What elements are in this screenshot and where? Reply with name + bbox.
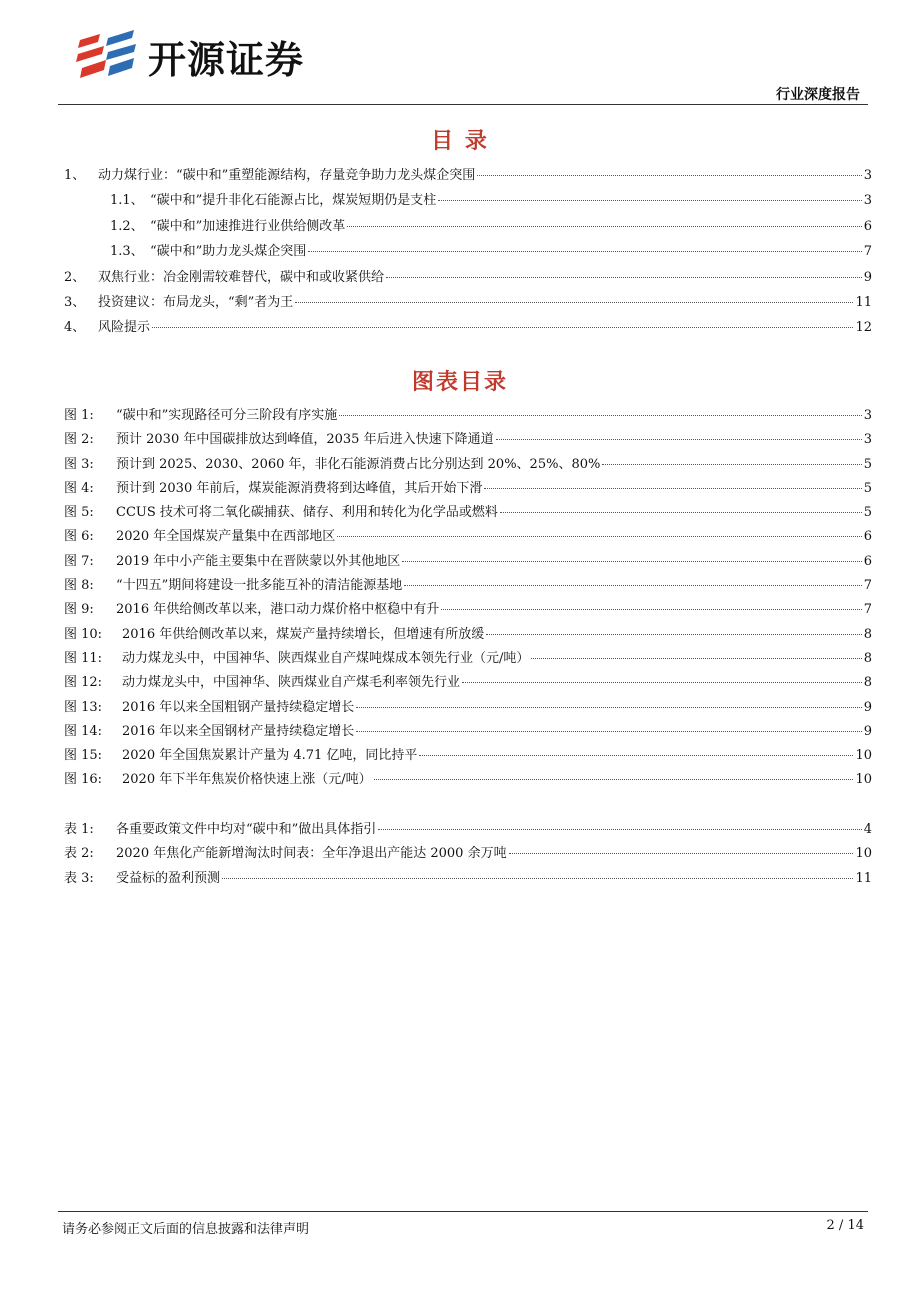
figure-entry[interactable] [64, 453, 872, 477]
figure-entry-page: 8 [863, 650, 872, 666]
figure-entry-number: 图 16: [64, 772, 103, 788]
figure-entry-number: 图 4: [64, 480, 94, 496]
dot-leader [347, 226, 861, 227]
figure-entry-number: 图 5: [64, 505, 94, 521]
dot-leader [308, 251, 861, 252]
dot-leader [531, 658, 861, 659]
table-entry-text: 受益标的盈利预测 [116, 870, 221, 886]
dot-leader [337, 536, 862, 537]
figure-entry-text: 动力煤龙头中，中国神华、陕西煤业自产煤吨煤成本领先行业（元/吨） [122, 650, 530, 666]
figure-entry-number: 图 3: [64, 456, 94, 472]
toc-entry-text: 动力煤行业：“碳中和”重塑能源结构，存量竞争助力龙头煤企突围 [98, 168, 476, 183]
toc-entry-page: 7 [863, 244, 872, 260]
dot-leader [496, 439, 862, 440]
figure-entry-number: 图 12: [64, 675, 103, 691]
figure-entry-number: 图 10: [64, 626, 103, 642]
figure-entry-number: 图 1: [64, 408, 94, 423]
footer-divider [58, 1211, 868, 1212]
figure-entry[interactable] [64, 574, 872, 598]
table-entry-number: 表 2: [64, 846, 94, 862]
table-entry[interactable] [64, 867, 872, 891]
figure-entry-page: 5 [863, 480, 872, 496]
toc-entry-text: “碳中和”加速推进行业供给侧改革 [150, 218, 346, 234]
toc-entry-text: 风险提示 [98, 320, 151, 336]
figure-entry-page: 3 [863, 432, 872, 448]
toc-entry-number: 2、 [64, 269, 86, 285]
figure-entry-number: 图 15: [64, 748, 103, 764]
dot-leader [356, 731, 862, 732]
toc-entry-page: 11 [855, 294, 872, 310]
dot-leader [356, 707, 862, 708]
figure-entry[interactable] [64, 404, 872, 428]
toc-entry-page: 3 [863, 193, 872, 209]
figure-entry-page: 8 [863, 626, 872, 642]
figure-entry[interactable] [64, 720, 872, 744]
figure-entry-number: 图 7: [64, 553, 94, 569]
figure-entry-number: 图 6: [64, 529, 94, 545]
figure-entry-number: 图 13: [64, 699, 103, 715]
figure-entry-page: 7 [863, 602, 872, 618]
dot-leader [402, 561, 862, 562]
footer-disclaimer: 请务必参阅正文后面的信息披露和法律声明 [62, 1222, 310, 1237]
figure-entry-text: CCUS 技术可将二氧化碳捕获、储存、利用和转化为化学品或燃料 [116, 505, 498, 521]
dot-leader [419, 755, 853, 756]
figure-entry-text: 2016 年以来全国粗钢产量持续稳定增长 [122, 699, 355, 715]
dot-leader [152, 327, 853, 328]
figure-entry[interactable] [64, 696, 872, 720]
toc-entry-number: 1、 [64, 168, 86, 183]
toc-entry-text: 投资建议：布局龙头，“剩”者为王 [98, 294, 294, 310]
dot-leader [222, 878, 853, 879]
toc-entry[interactable] [64, 266, 872, 291]
figure-entry-page: 8 [863, 675, 872, 691]
table-entry-page: 11 [855, 870, 872, 886]
dot-leader [404, 585, 861, 586]
table-index-list [64, 818, 872, 891]
figure-entry-text: “十四五”期间将建设一批多能互补的清洁能源基地 [116, 578, 403, 594]
toc-entry[interactable] [64, 189, 872, 214]
figure-entry-text: 2019 年中小产能主要集中在晋陕蒙以外其他地区 [116, 553, 401, 569]
figure-index-list [64, 404, 872, 793]
figure-entry-page: 7 [863, 578, 872, 594]
dot-leader [438, 200, 861, 201]
figure-entry[interactable] [64, 501, 872, 525]
figure-entry-text: 动力煤龙头中，中国神华、陕西煤业自产煤毛利率领先行业 [122, 675, 461, 691]
figure-entry[interactable] [64, 477, 872, 501]
toc-entry-page: 12 [855, 320, 872, 336]
logo-text: 开源证券 [148, 37, 305, 82]
figure-entry[interactable] [64, 428, 872, 452]
figure-entry-page: 9 [863, 699, 872, 715]
toc-entry-text: 双焦行业：冶金刚需较难替代，碳中和或收紧供给 [98, 269, 385, 285]
figure-entry-text: 2020 年全国煤炭产量集中在西部地区 [116, 529, 336, 545]
dot-leader [602, 464, 861, 465]
figure-entry-text: 2020 年下半年焦炭价格快速上涨（元/吨） [122, 772, 372, 788]
figure-entry-page: 6 [863, 529, 872, 545]
dot-leader [295, 302, 853, 303]
figure-entry[interactable] [64, 550, 872, 574]
table-entry[interactable] [64, 842, 872, 866]
dot-leader [441, 609, 862, 610]
figure-index-title: 图表目录 [411, 370, 508, 395]
table-entry-text: 2020 年焦化产能新增淘汰时间表：全年净退出产能达 2000 余万吨 [116, 846, 507, 862]
page-number: 2 / 14 [826, 1218, 864, 1233]
toc-entry-number: 1.3、 [110, 244, 144, 260]
toc-entry[interactable] [64, 240, 872, 265]
figure-entry[interactable] [64, 671, 872, 695]
dot-leader [477, 175, 861, 176]
dot-leader [484, 488, 861, 489]
table-entry-page: 10 [855, 846, 872, 862]
logo-mark-icon [74, 28, 140, 84]
header-divider [58, 104, 868, 105]
toc-entry[interactable] [64, 291, 872, 316]
figure-entry-page: 6 [863, 553, 872, 569]
figure-entry-text: 2016 年供给侧改革以来，港口动力煤价格中枢稳中有升 [116, 602, 440, 618]
figure-entry-number: 图 8: [64, 578, 94, 594]
figure-entry-number: 图 9: [64, 602, 94, 618]
figure-entry-text: 预计 2030 年中国碳排放达到峰值，2035 年后进入快速下降通道 [116, 432, 494, 448]
table-entry-number: 表 3: [64, 870, 94, 886]
dot-leader [462, 682, 862, 683]
table-entry[interactable] [64, 818, 872, 842]
toc-entry-text: “碳中和”提升非化石能源占比，煤炭短期仍是支柱 [150, 193, 437, 209]
toc-title: 目 录 [431, 129, 489, 154]
dot-leader [339, 415, 861, 416]
figure-entry-page: 10 [855, 748, 872, 764]
figure-entry[interactable] [64, 768, 872, 792]
table-entry-page: 4 [863, 822, 872, 837]
figure-entry-page: 5 [863, 505, 872, 521]
figure-entry-page: 5 [863, 456, 872, 472]
company-logo [74, 28, 304, 84]
figure-entry-text: 预计到 2030 年前后，煤炭能源消费将到达峰值，其后开始下滑 [116, 480, 483, 496]
figure-entry[interactable] [64, 744, 872, 768]
toc-entry-number: 3、 [64, 294, 86, 310]
toc-entry-page: 3 [863, 168, 872, 183]
toc-entry-page: 9 [863, 269, 872, 285]
figure-entry-number: 图 11: [64, 650, 103, 666]
figure-entry[interactable] [64, 647, 872, 671]
toc-entry[interactable] [64, 316, 872, 341]
figure-entry[interactable] [64, 623, 872, 647]
toc-entry-page: 6 [863, 218, 872, 234]
toc-entry-number: 1.2、 [110, 218, 144, 234]
dot-leader [378, 829, 861, 830]
toc-list [64, 164, 872, 342]
report-type-label: 行业深度报告 [776, 87, 860, 103]
toc-entry[interactable] [64, 164, 872, 189]
page-header [0, 0, 920, 110]
figure-entry-number: 图 14: [64, 723, 103, 739]
dot-leader [374, 779, 854, 780]
toc-entry-number: 4、 [64, 320, 86, 336]
table-entry-number: 表 1: [64, 822, 94, 837]
figure-entry-page: 9 [863, 723, 872, 739]
toc-entry[interactable] [64, 215, 872, 240]
figure-entry[interactable] [64, 598, 872, 622]
figure-entry-text: “碳中和”实现路径可分三阶段有序实施 [116, 408, 338, 423]
figure-entry[interactable] [64, 525, 872, 549]
dot-leader [509, 853, 854, 854]
figure-entry-page: 3 [863, 408, 872, 423]
figure-entry-page: 10 [855, 772, 872, 788]
dot-leader [500, 512, 862, 513]
table-entry-text: 各重要政策文件中均对“碳中和”做出具体指引 [116, 822, 377, 837]
dot-leader [386, 277, 862, 278]
figure-entry-text: 2020 年全国焦炭累计产量为 4.71 亿吨，同比持平 [122, 748, 418, 764]
toc-entry-text: “碳中和”助力龙头煤企突围 [150, 244, 307, 260]
toc-entry-number: 1.1、 [110, 193, 144, 209]
dot-leader [486, 634, 862, 635]
figure-entry-text: 2016 年以来全国钢材产量持续稳定增长 [122, 723, 355, 739]
figure-entry-text: 预计到 2025、2030、2060 年，非化石能源消费占比分别达到 20%、25%、80% [116, 456, 601, 472]
figure-entry-text: 2016 年供给侧改革以来，煤炭产量持续增长，但增速有所放缓 [122, 626, 485, 642]
figure-entry-number: 图 2: [64, 432, 94, 448]
